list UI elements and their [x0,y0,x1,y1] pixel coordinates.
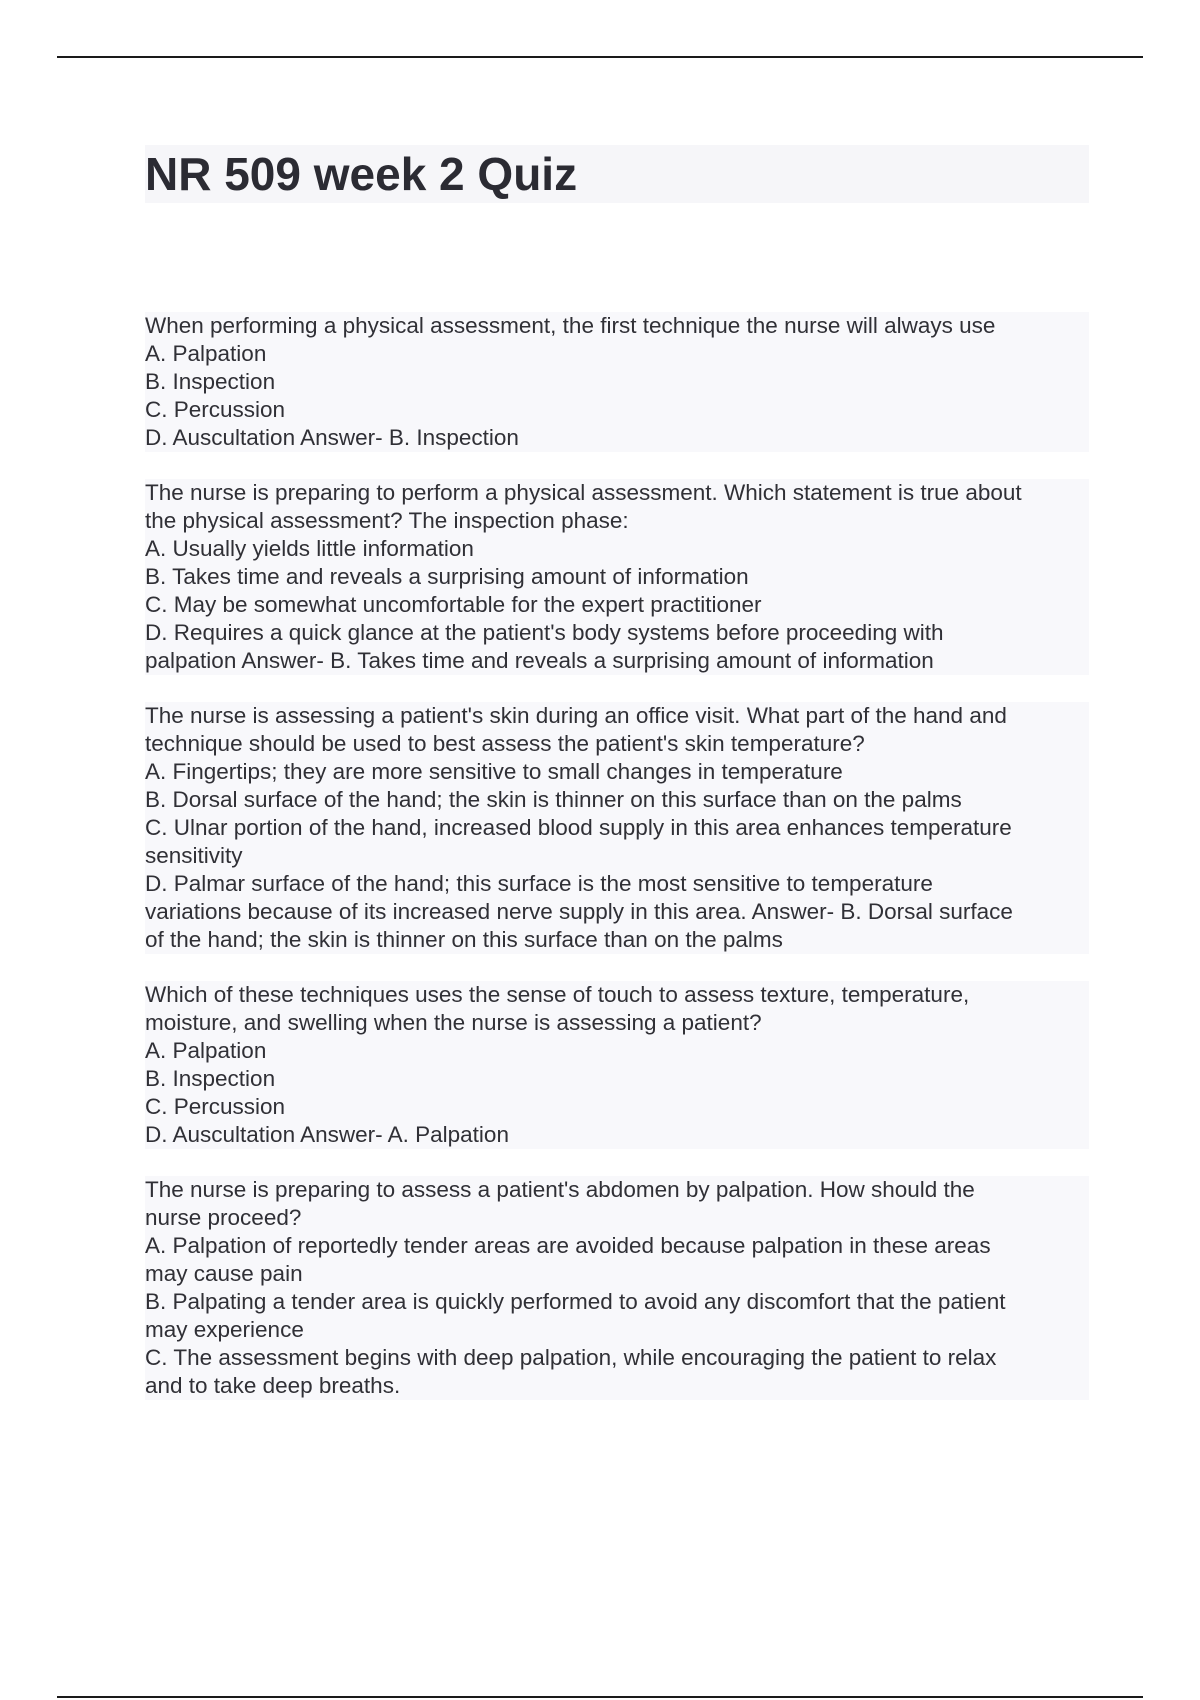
answer-option: palpation Answer- B. Takes time and reveals a surprising amount of information [145,648,934,673]
question-line: The nurse is assessing a patient's skin during an office visit. What part of the hand and [145,703,1007,728]
answer-option: A. Palpation [145,1038,267,1063]
answer-option: may experience [145,1317,304,1342]
answer-option: D. Auscultation Answer- A. Palpation [145,1122,509,1147]
question-line: moisture, and swelling when the nurse is assessing a patient? [145,1010,762,1035]
quiz-content [145,312,1089,1427]
question-line: The nurse is preparing to perform a physical assessment. Which statement is true about [145,480,1022,505]
question-block-5 [145,1176,1089,1400]
question-block-4 [145,981,1089,1149]
answer-option: D. Auscultation Answer- B. Inspection [145,425,519,450]
answer-option: may cause pain [145,1261,303,1286]
question-block-3 [145,702,1089,954]
answer-option: A. Usually yields little information [145,536,474,561]
question-line: nurse proceed? [145,1205,302,1230]
answer-option: B. Palpating a tender area is quickly performed to avoid any discomfort that the patient [145,1289,1006,1314]
document-title: NR 509 week 2 Quiz [145,148,578,200]
answer-option: D. Palmar surface of the hand; this surface is the most sensitive to temperature [145,871,933,896]
answer-option: sensitivity [145,843,243,868]
answer-option: of the hand; the skin is thinner on this surface than on the palms [145,927,783,952]
answer-option: D. Requires a quick glance at the patient's body systems before proceeding with [145,620,944,645]
question-block-1 [145,312,1089,452]
answer-option: and to take deep breaths. [145,1373,401,1398]
bottom-divider [57,1696,1143,1698]
answer-option: A. Fingertips; they are more sensitive to small changes in temperature [145,759,843,784]
question-line: technique should be used to best assess the patient's skin temperature? [145,731,865,756]
question-line: The nurse is preparing to assess a patient's abdomen by palpation. How should the [145,1177,975,1202]
answer-option: A. Palpation [145,341,267,366]
answer-option: C. Percussion [145,1094,286,1119]
answer-option: B. Dorsal surface of the hand; the skin is thinner on this surface than on the palms [145,787,962,812]
answer-option: B. Takes time and reveals a surprising amount of information [145,564,749,589]
answer-option: C. Ulnar portion of the hand, increased blood supply in this area enhances temperature [145,815,1012,840]
answer-option: B. Inspection [145,1066,276,1091]
answer-option: C. Percussion [145,397,286,422]
question-line: When performing a physical assessment, the first technique the nurse will always use [145,313,996,338]
top-divider [57,56,1143,58]
answer-option: B. Inspection [145,369,276,394]
answer-option: variations because of its increased nerve supply in this area. Answer- B. Dorsal surface [145,899,1013,924]
question-line: Which of these techniques uses the sense of touch to assess texture, temperature, [145,982,970,1007]
answer-option: A. Palpation of reportedly tender areas are avoided because palpation in these areas [145,1233,991,1258]
answer-option: C. May be somewhat uncomfortable for the expert practitioner [145,592,762,617]
question-block-2 [145,479,1089,675]
answer-option: C. The assessment begins with deep palpation, while encouraging the patient to relax [145,1345,997,1370]
question-line: the physical assessment? The inspection phase: [145,508,629,533]
